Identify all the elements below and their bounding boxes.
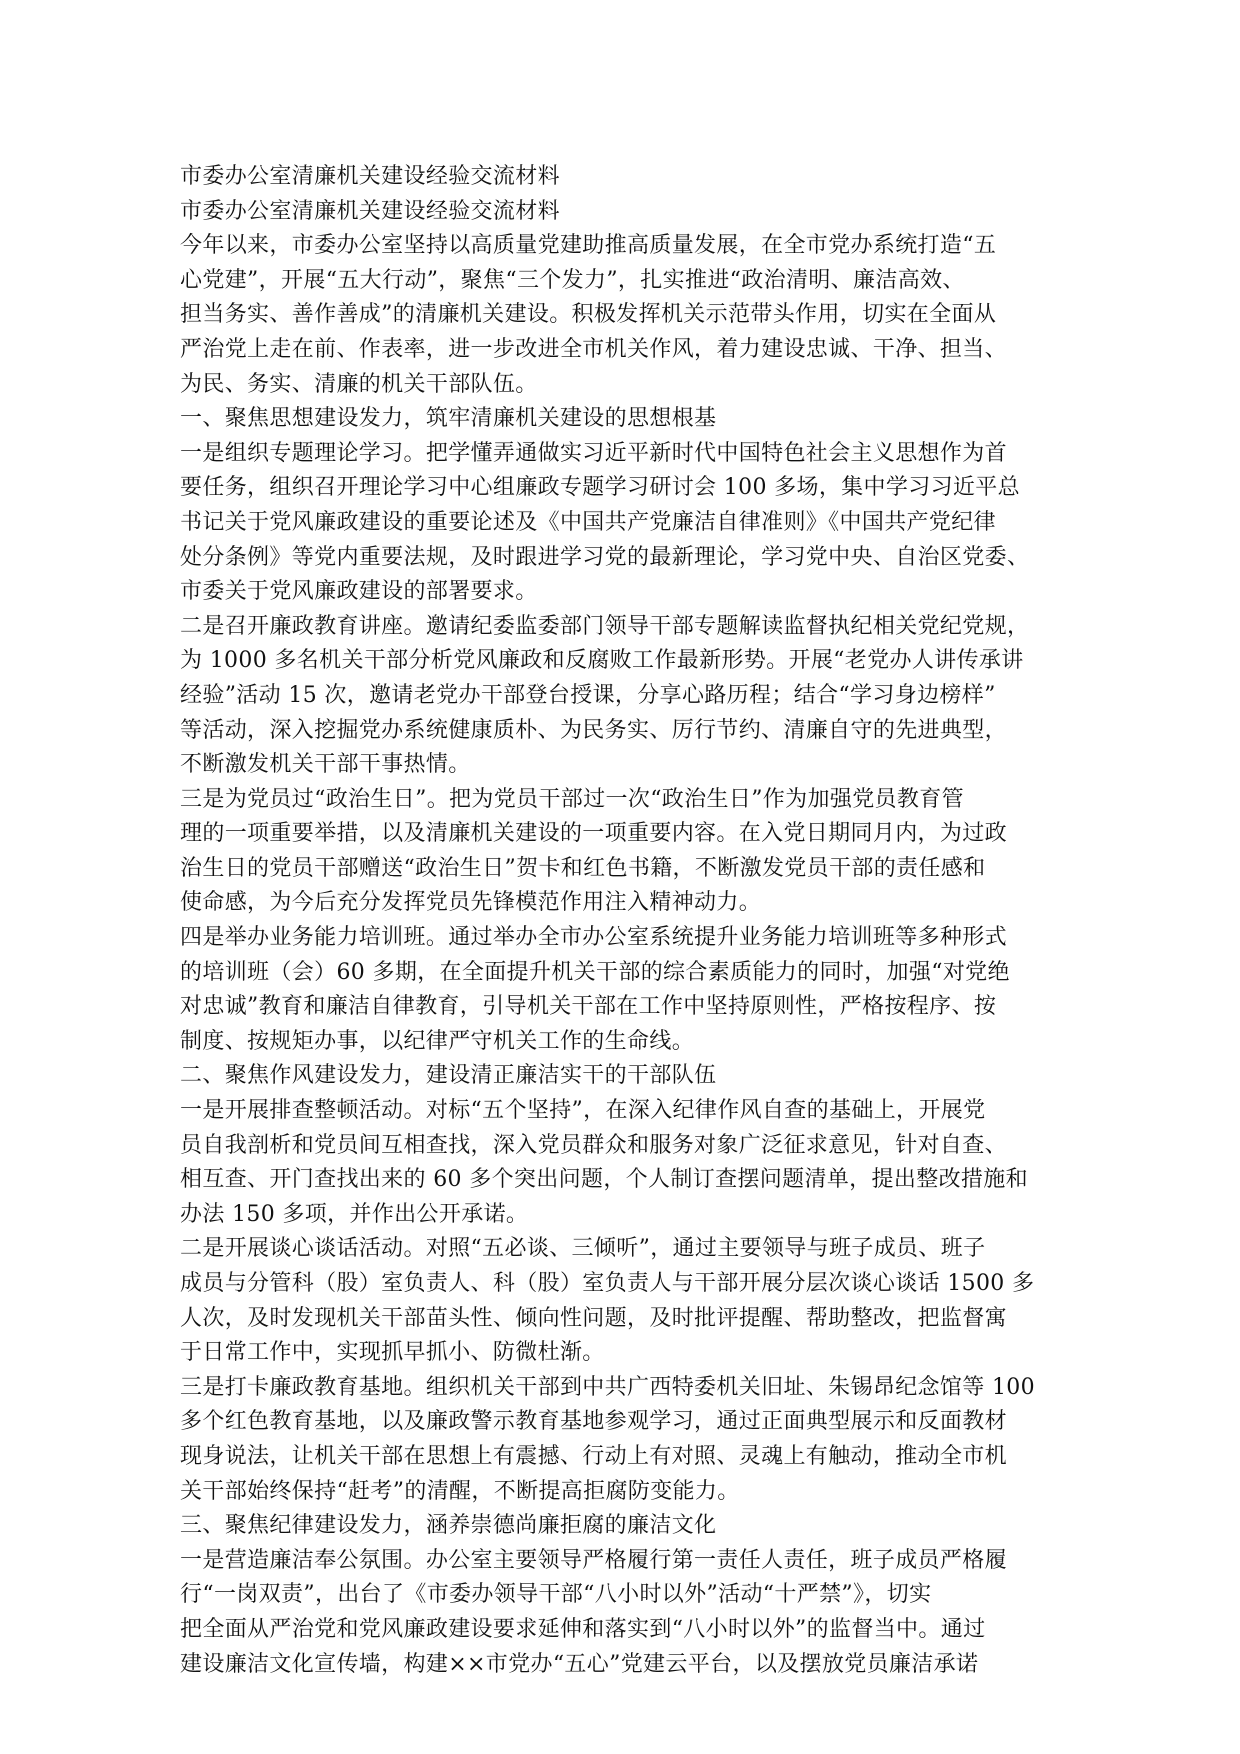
text-line: 要任务，组织召开理论学习中心组廉政专题学习研讨会 100 多场，集中学习习近平总 — [180, 475, 1020, 501]
text-line: 建设廉洁文化宣传墙，构建××市党办“五心”党建云平台，以及摆放党员廉洁承诺 — [180, 1651, 979, 1677]
text-line: 为民、务实、清廉的机关干部队伍。 — [180, 371, 538, 397]
text-line: 把全面从严治党和党风廉政建设要求延伸和落实到“八小时以外”的监督当中。通过 — [180, 1616, 986, 1642]
text-line: 三是为党员过“政治生日”。把为党员干部过一次“政治生日”作为加强党员教育管 — [180, 786, 964, 812]
text-line: 员自我剖析和党员间互相查找，深入党员群众和服务对象广泛征求意见，针对自查、 — [180, 1132, 1007, 1158]
document-body — [180, 160, 1065, 1682]
text-line: 现身说法，让机关干部在思想上有震撼、行动上有对照、灵魂上有触动，推动全市机 — [180, 1443, 1007, 1469]
document-title: 市委办公室清廉机关建设经验交流材料 — [180, 164, 560, 189]
text-line: 人次，及时发现机关干部苗头性、倾向性问题，及时批评提醒、帮助整改，把监督寓 — [180, 1305, 1007, 1331]
text-line: 不断激发机关干部干事热情。 — [180, 752, 471, 778]
text-line: 二、聚焦作风建设发力，建设清正廉洁实干的干部队伍 — [180, 1063, 717, 1089]
text-line: 担当务实、善作善成”的清廉机关建设。积极发挥机关示范带头作用，切实在全面从 — [180, 302, 997, 328]
text-line: 严治党上走在前、作表率，进一步改进全市机关作风，着力建设忠诚、干净、担当、 — [180, 336, 1007, 362]
text-line: 经验”活动 15 次，邀请老党办干部登台授课，分享心路历程；结合“学习身边榜样” — [180, 682, 996, 708]
document-title: 市委办公室清廉机关建设经验交流材料 — [180, 198, 560, 224]
text-line: 制度、按规矩办事，以纪律严守机关工作的生命线。 — [180, 1028, 695, 1054]
text-line: 处分条例》等党内重要法规，及时跟进学习党的最新理论，学习党中央、自治区党委、 — [180, 544, 1030, 570]
text-line: 成员与分管科（股）室负责人、科（股）室负责人与干部开展分层次谈心谈话 1500 多 — [180, 1271, 1035, 1296]
text-line: 一是开展排查整顿活动。对标“五个坚持”，在深入纪律作风自查的基础上，开展党 — [180, 1098, 986, 1124]
text-line: 关干部始终保持“赶考”的清醒，不断提高拒腐防变能力。 — [180, 1478, 740, 1504]
text-line: 行“一岗双责”，出台了《市委办领导干部“八小时以外”活动“十严禁”》，切实 — [180, 1582, 932, 1608]
text-line: 三是打卡廉政教育基地。组织机关干部到中共广西特委机关旧址、朱锡昂纪念馆等 100 — [180, 1374, 1035, 1400]
text-line: 心党建”，开展“五大行动”，聚焦“三个发力”，扎实推进“政治清明、廉洁高效、 — [180, 267, 965, 293]
text-line: 相互查、开门查找出来的 60 多个突出问题，个人制订查摆问题清单，提出整改措施和 — [180, 1167, 1028, 1193]
text-line: 的培训班（会）60 多期，在全面提升机关干部的综合素质能力的同时，加强“对党绝 — [180, 959, 1010, 985]
text-line: 三、聚焦纪律建设发力，涵养崇德尚廉拒腐的廉洁文化 — [180, 1513, 717, 1539]
text-line: 使命感，为今后充分发挥党员先锋模范作用注入精神动力。 — [180, 890, 762, 916]
text-line: 二是开展谈心谈话活动。对照“五必谈、三倾听”，通过主要领导与班子成员、班子 — [180, 1236, 986, 1262]
text-line: 对忠诚”教育和廉洁自律教育，引导机关干部在工作中坚持原则性，严格按程序、按 — [180, 994, 997, 1020]
text-line: 办法 150 多项，并作出公开承诺。 — [180, 1201, 529, 1227]
text-line: 今年以来，市委办公室坚持以高质量党建助推高质量发展，在全市党办系统打造“五 — [180, 233, 997, 259]
text-line: 多个红色教育基地，以及廉政警示教育基地参观学习，通过正面典型展示和反面教材 — [180, 1409, 1007, 1435]
text-line: 一是组织专题理论学习。把学懂弄通做实习近平新时代中国特色社会主义思想作为首 — [180, 440, 1007, 466]
text-line: 理的一项重要举措，以及清廉机关建设的一项重要内容。在入党日期同月内，为过政 — [180, 821, 1007, 847]
text-line: 一是营造廉洁奉公氛围。办公室主要领导严格履行第一责任人责任，班子成员严格履 — [180, 1547, 1007, 1573]
text-line: 市委关于党风廉政建设的部署要求。 — [180, 579, 538, 605]
text-line: 书记关于党风廉政建设的重要论述及《中国共产党廉洁自律准则》《中国共产党纪律 — [180, 509, 996, 535]
text-line: 四是举办业务能力培训班。通过举办全市办公室系统提升业务能力培训班等多种形式 — [180, 925, 1007, 951]
text-line: 二是召开廉政教育讲座。邀请纪委监委部门领导干部专题解读监督执纪相关党纪党规， — [180, 613, 1030, 639]
text-line: 为 1000 多名机关干部分析党风廉政和反腐败工作最新形势。开展“老党办人讲传承讲 — [180, 648, 1024, 674]
text-line: 治生日的党员干部赠送“政治生日”贺卡和红色书籍，不断激发党员干部的责任感和 — [180, 855, 986, 881]
text-line: 一、聚焦思想建设发力，筑牢清廉机关建设的思想根基 — [180, 406, 717, 432]
text-line: 等活动，深入挖掘党办系统健康质朴、为民务实、厉行节约、清廉自守的先进典型， — [180, 717, 1007, 743]
text-line: 于日常工作中，实现抓早抓小、防微杜渐。 — [180, 1340, 605, 1366]
